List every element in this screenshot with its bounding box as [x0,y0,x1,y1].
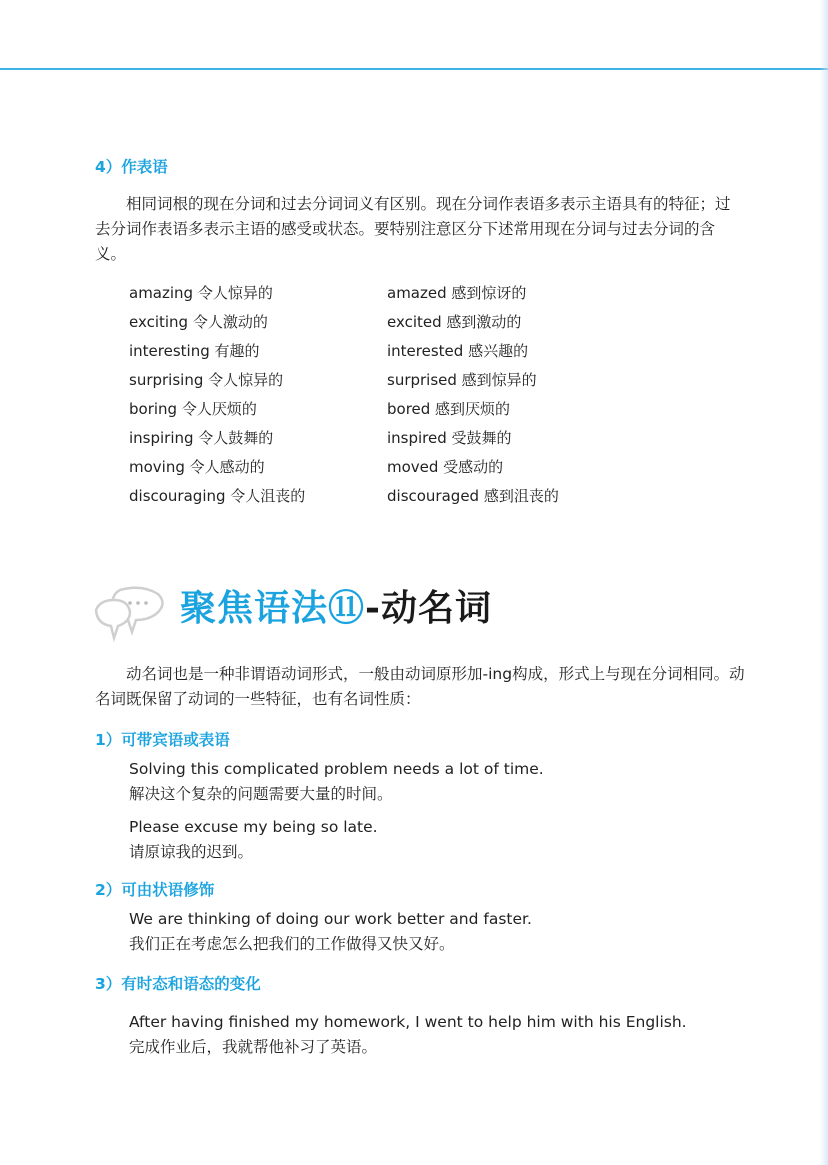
present-participle: inspiring 令人鼓舞的 [129,429,274,447]
present-participle: interesting 有趣的 [129,342,260,360]
past-participle: surprised 感到惊异的 [387,371,537,389]
vocab-row [129,398,729,427]
example [129,757,544,807]
example [129,1010,687,1060]
point-2-heading: 2）可由状语修饰 [95,881,215,899]
past-participle: inspired 受鼓舞的 [387,429,512,447]
present-participle: moving 令人感动的 [129,458,265,476]
vocab-row [129,282,729,311]
vocab-row [129,485,729,514]
example-en: Please excuse my being so late. [129,818,378,836]
vocab-row [129,311,729,340]
vocab-table [129,282,729,514]
title-suffix: -动名词 [365,587,492,629]
present-participle: boring 令人厌烦的 [129,400,257,418]
example-en: After having finished my homework, I went to help him with his English. [129,1013,687,1031]
past-participle: amazed 感到惊讶的 [387,284,527,302]
present-participle: exciting 令人激动的 [129,313,268,331]
present-participle: surprising 令人惊异的 [129,371,284,389]
vocab-row [129,456,729,485]
example [129,907,532,957]
section-4-paragraph: 相同词根的现在分词和过去分词词义有区别。现在分词作表语多表示主语具有的特征；过去分词作表语多表示主语的感受或状态。要特别注意区分下述常用现在分词与过去分词的含义。 [95,195,731,263]
title-text [180,580,492,631]
title-number: ⑪ [328,587,366,629]
section-4-heading: 4）作表语 [95,158,168,176]
top-rule [0,68,828,70]
point-3-heading: 3）有时态和语态的变化 [95,975,261,993]
intro-paragraph: 动名词也是一种非谓语动词形式，一般由动词原形加-ing构成，形式上与现在分词相同。动名词既保留了动词的一些特征，也有名词性质： [95,665,745,708]
example-zh: 我们正在考虑怎么把我们的工作做得又快又好。 [129,935,455,953]
vocab-row [129,427,729,456]
speech-bubbles-icon [90,576,170,646]
example-en: Solving this complicated problem needs a lot of time. [129,760,544,778]
example [129,815,378,865]
vocab-row [129,340,729,369]
example-en: We are thinking of doing our work better and faster. [129,910,532,928]
point-1-heading: 1）可带宾语或表语 [95,731,230,749]
present-participle: discouraging 令人沮丧的 [129,487,306,505]
past-participle: interested 感兴趣的 [387,342,529,360]
page-edge-shadow [820,0,828,1165]
title-main: 聚焦语法 [180,587,329,629]
past-participle: moved 受感动的 [387,458,504,476]
past-participle: bored 感到厌烦的 [387,400,511,418]
past-participle: discouraged 感到沮丧的 [387,487,559,505]
example-zh: 完成作业后，我就帮他补习了英语。 [129,1038,378,1056]
example-zh: 请原谅我的迟到。 [129,843,254,861]
example-zh: 解决这个复杂的问题需要大量的时间。 [129,785,393,803]
past-participle: excited 感到激动的 [387,313,522,331]
vocab-row [129,369,729,398]
section-title [90,576,610,646]
present-participle: amazing 令人惊异的 [129,284,273,302]
